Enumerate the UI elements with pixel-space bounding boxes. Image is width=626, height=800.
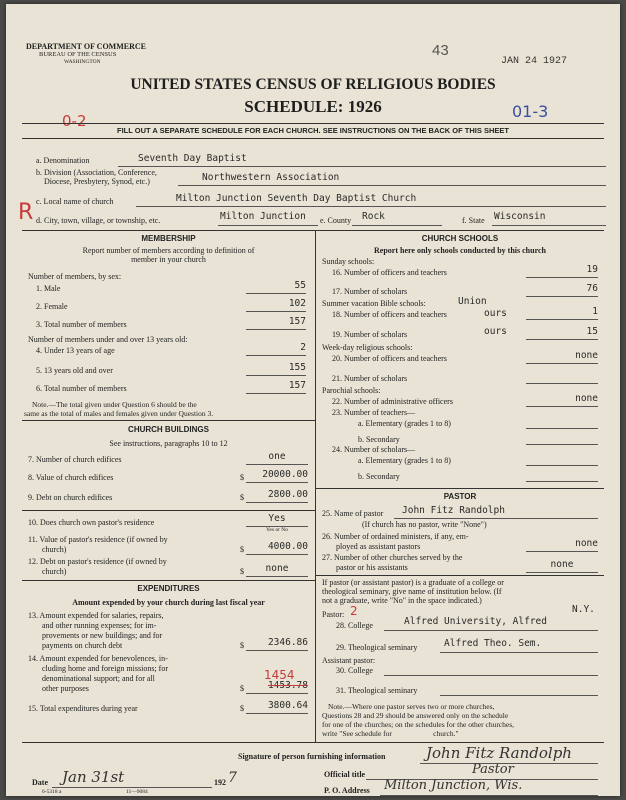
form-number: 6-5318 a [42,789,62,795]
yes-no-hint: Yes or No [265,527,289,533]
red-r-mark: R [18,200,34,225]
q26-value: none [575,538,598,549]
graduate-instruction-line3: not a graduate, write "No" in the space indicated.) [322,596,482,605]
date-label: Date [32,778,48,787]
county-value: Rock [362,211,385,222]
signature-label: Signature of person furnishing information [238,752,386,761]
stamp-number: 43 [432,42,449,59]
q22-label: 22. Number of administrative officers [332,397,453,406]
q28-college-value: Alfred University, Alfred [404,616,547,627]
q30-label: 30. College [336,666,373,675]
assistant-pastor-subheading: Assistant pastor: [322,656,376,665]
state-label: f. State [462,216,485,225]
pastor-note-line3: for one of the churches; on the schedules for the other churches, [322,720,515,729]
q22-value: none [575,393,598,404]
q28-label: 28. College [336,621,373,630]
q18-label: 18. Number of officers and teachers [332,310,447,319]
q6-label: 6. Total number of members [36,384,127,393]
q11-label: 11. Value of pastor's residence (if owned by [28,535,168,544]
expenditures-instruction: Amount expended by your church during last fiscal year [72,598,265,607]
q20-value: none [575,350,598,361]
address-label: P. O. Address [324,786,370,795]
q25-pastor-name-value: John Fitz Randolph [402,505,505,516]
summer-schools-label: Summer vacation Bible schools: [322,299,426,308]
q9-label: 9. Debt on church edifices [28,493,113,502]
q6-total-value: 157 [288,380,306,391]
division-label: b. Division (Association, Conference, [36,168,157,177]
q24-label: 24. Number of scholars— [332,445,416,454]
q8-value-value: 20000.00 [262,469,308,480]
q19-ours-note: ours [484,326,507,337]
q2-female-value: 102 [288,298,306,309]
church-buildings-heading: CHURCH BUILDINGS [128,425,209,434]
q25-hint: (If church has no pastor, write "None") [362,520,487,529]
membership-heading: MEMBERSHIP [141,234,196,243]
blue-handwritten-mark: 01-3 [512,102,549,121]
q27-label: 27. Number of other churches served by the [322,553,463,562]
q13-running-expenses-value: 2346.86 [267,637,308,648]
red-handwritten-mark: 0-2 [62,112,87,130]
q15-total-value: 3800.64 [267,700,308,711]
pastor-red-mark: 2 [350,604,358,618]
q1-male-value: 55 [294,280,306,291]
q18-value: 1 [592,306,598,317]
q11-residence-value: 4000.00 [267,541,308,552]
received-date-stamp: JAN 24 1927 [501,56,568,67]
q14-struck-value: 1453.78 [267,680,308,691]
sunday-schools-label: Sunday schools: [322,257,375,266]
q27-value: none [550,559,574,570]
q9-debt-value: 2800.00 [267,489,308,500]
signature-value: John Fitz Randolph [426,744,572,762]
q10-owns-residence-value: Yes [268,513,286,524]
q13-label-line4: payments on church debt [42,641,123,650]
q13-label-line3: provements or new buildings; and for [42,631,163,640]
membership-note: Note.—The total given under Question 6 should be the [32,400,197,409]
pastor-note-line2: Questions 28 and 29 should be answered only on the schedule [322,711,509,720]
bureau-name: BUREAU OF THE CENSUS [39,51,117,58]
q19-value: 15 [586,326,598,337]
department-name: DEPARTMENT OF COMMERCE [26,42,147,51]
census-schedule-page: DEPARTMENT OF COMMERCE BUREAU OF THE CENSUS WASHINGTON 43 JAN 24 1927 UNITED STATES CENSUS OF RELIGIOUS BODIES SCHEDULE: 1926 0-2 01-3 FILL OUT A SEPARATE SCHEDULE FOR EACH CHURCH. SEE INSTRUCTIONS ON THE BACK OF THIS SHEET a. Denomination Seventh Day Baptist b. Division (Association, Conference, Diocese, Presbytery, Synod, etc.) Northwestern Association c. Local name of church Milton Junction Seventh Day Baptist Church R d. City, town, village, or township, etc. Milton Junction e. County Rock f. State Wisconsin MEMBERSHIP Report number of members according to definition of member in your church Number of members, by sex: 1. Male 55 2. Female 102 3. Total number of members 157 Number of members under and over 13 years old: 4. Under 13 years of age 2 5. 13 years old and over 155 6. Total number of members 157 Note.—The total given under Question 6 should be the same as the total of males and females given under Question 3. CHURCH BUILDINGS See instructions, paragraphs 10 to 12 7. Number of church edifices one 8. Value of church edifices $ 20000.00 9. Debt on church edifices $ 2800.00 10. Does church own pastor's residence Yes Yes or No 11. Value of pastor's residence (if owned by church) $ 4000.00 12. Debt on pastor's residence (if owned by church) $ none EXPENDITURES Amount expended by your church during last fiscal year 13. Amount expended for salaries, repairs, and other running expenses; for im- provements or new buildings; and for payments on church debt $ 2346.86 14. Amount expended for benevolences, in- cluding home and foreign missions; for denominational support; and for all other purposes 1454 $ 1453.78 15. Total expenditures during year $ 3800.64 CHURCH SCHOOLS Report here only schools conducted by this church Sunday schools: 16. Number of officers and teachers 19 17. Number of scholars 76 Summer vacation Bible schools: Union 18. Number of officers and teachers ours 1 19. Number of scholars ours 15 Week-day religious schools: 20. Number of officers and teachers none 21. Number of scholars Parochial schools: 22. Number of administrative officers none 23. Number of teachers— a. Elementary (grades 1 to 8) b. Secondary 24. Number of scholars— a. Elementary (grades 1 to 8) b. Secondary PASTOR 25. Name of pastor John Fitz Randolph (If church has no pastor, write "None") 26. Number of ordained ministers, if any, em- ployed as assistant pastors none 27. Number of other churches served by the pastor or his assistants none If pastor (or assistant pastor) is a graduate of a college or theological seminary, give name of institution below. (If not a graduate, write "No" in the space indicated.) Pastor: 2 N.Y. 28. College Alfred University, Alfred 29. Theological seminary Alfred Theo. Sem. Assistant pastor: 30. College 31. Theological seminary Note.—Where one pastor serves two or more churches, Questions 28 and 29 should be answered only on the schedule for one of the churches; on the schedules for the other churches, write "See schedule for church." Signature of person furnishing information John Fitz Randolph Official title Pastor P. O. Address Milton Junction, Wis. Date Jan 31st 192 7 6-5318 a 11—9084 [6,4,620,796]
pastor-subheading: Pastor: [322,610,345,619]
q24b-label: b. Secondary [358,472,400,481]
form-title: UNITED STATES CENSUS OF RELIGIOUS BODIES [130,76,496,93]
expenditures-heading: EXPENDITURES [137,584,200,593]
print-number: 11—9084 [126,789,148,795]
city-value: Milton Junction [220,211,306,222]
address-value: Milton Junction, Wis. [384,778,523,793]
q1-label: 1. Male [36,284,61,293]
q14-label: 14. Amount expended for benevolences, in- [28,654,168,663]
general-instruction: FILL OUT A SEPARATE SCHEDULE FOR EACH CHURCH. SEE INSTRUCTIONS ON THE BACK OF THIS SHEET [117,126,509,135]
county-label: e. County [320,216,352,225]
schedule-year: SCHEDULE: 1926 [244,97,382,116]
local-name-value: Milton Junction Seventh Day Baptist Church [176,193,417,204]
graduate-instruction: If pastor (or assistant pastor) is a graduate of a college or [322,578,504,587]
pastor-note: Note.—Where one pastor serves two or more churches, [328,702,495,711]
division-label-line2: Diocese, Presbytery, Synod, etc.) [44,177,150,186]
denomination-value: Seventh Day Baptist [138,153,247,164]
weekday-schools-label: Week-day religious schools: [322,343,413,352]
city-name: WASHINGTON [64,59,101,65]
pastor-heading: PASTOR [443,492,477,501]
q25-label: 25. Name of pastor [322,509,384,518]
q29-label: 29. Theological seminary [336,643,418,652]
q14-corrected-value: 1454 [264,668,295,682]
members-by-age-label: Number of members under and over 13 years old: [28,335,188,344]
membership-note-line2: same as the total of males and females given under Question 3. [24,409,214,418]
q16-value: 19 [586,264,598,275]
q21-label: 21. Number of scholars [332,374,408,383]
q11-label-line2: church) [42,545,67,554]
members-by-sex-label: Number of members, by sex: [28,272,122,281]
q7-label: 7. Number of church edifices [28,455,122,464]
q2-label: 2. Female [36,302,68,311]
state-value: Wisconsin [494,211,546,222]
new-york-note: N.Y. [572,604,595,615]
q12-residence-debt-value: none [265,563,289,574]
union-note: Union [458,296,487,307]
q23b-label: b. Secondary [358,435,400,444]
local-name-label: c. Local name of church [36,197,114,206]
q5-over13-value: 155 [288,362,306,373]
membership-instruction: Report number of members according to definition of [82,246,255,255]
denomination-label: a. Denomination [36,156,90,165]
q18-ours-note: ours [484,308,507,319]
q31-label: 31. Theological seminary [336,686,418,695]
city-label: d. City, town, village, or township, etc. [36,216,161,225]
division-value: Northwestern Association [202,172,340,183]
pastor-note-line4: write "See schedule for church." [322,729,459,738]
q14-label-line3: denominational support; and for all [42,674,155,683]
q26-label: 26. Number of ordained ministers, if any, em- [322,532,469,541]
q3-label: 3. Total number of members [36,320,127,329]
q7-edifices-value: one [268,451,286,462]
q8-label: 8. Value of church edifices [28,473,114,482]
q12-label: 12. Debt on pastor's residence (if owned by [28,557,167,566]
parochial-schools-label: Parochial schools: [322,386,381,395]
q17-label: 17. Number of scholars [332,287,408,296]
q12-label-line2: church) [42,567,67,576]
q29-seminary-value: Alfred Theo. Sem. [444,638,542,649]
year-value: 7 [228,770,237,786]
q23a-label: a. Elementary (grades 1 to 8) [358,419,451,428]
q3-total-value: 157 [288,316,306,327]
q23-label: 23. Number of teachers— [332,408,416,417]
q17-value: 76 [586,283,598,294]
q15-label: 15. Total expenditures during year [28,704,138,713]
date-value: Jan 31st [62,768,125,786]
q24a-label: a. Elementary (grades 1 to 8) [358,456,451,465]
q27-label-line2: pastor or his assistants [336,563,408,572]
membership-instruction-line2: member in your church [131,255,206,264]
q5-label: 5. 13 years old and over [36,366,113,375]
q13-label-line2: and other running expenses; for im- [42,621,157,630]
church-buildings-instruction: See instructions, paragraphs 10 to 12 [109,439,228,448]
q4-label: 4. Under 13 years of age [36,346,115,355]
church-schools-instruction: Report here only schools conducted by this church [374,246,546,255]
q20-label: 20. Number of officers and teachers [332,354,447,363]
q14-label-line4: other purposes [42,684,89,693]
q4-under13-value: 2 [300,342,306,353]
q26-label-line2: ployed as assistant pastors [336,542,421,551]
q16-label: 16. Number of officers and teachers [332,268,447,277]
q19-label: 19. Number of scholars [332,330,408,339]
graduate-instruction-line2: theological seminary, give name of institution below. (If [322,587,502,596]
q13-label: 13. Amount expended for salaries, repairs, [28,611,164,620]
church-schools-heading: CHURCH SCHOOLS [421,234,499,243]
year-prefix: 192 [214,778,226,787]
official-title-label: Official title [324,770,366,779]
q10-label: 10. Does church own pastor's residence [28,518,155,527]
q14-label-line2: cluding home and foreign missions; for [42,664,168,673]
official-title-value: Pastor [472,762,514,777]
